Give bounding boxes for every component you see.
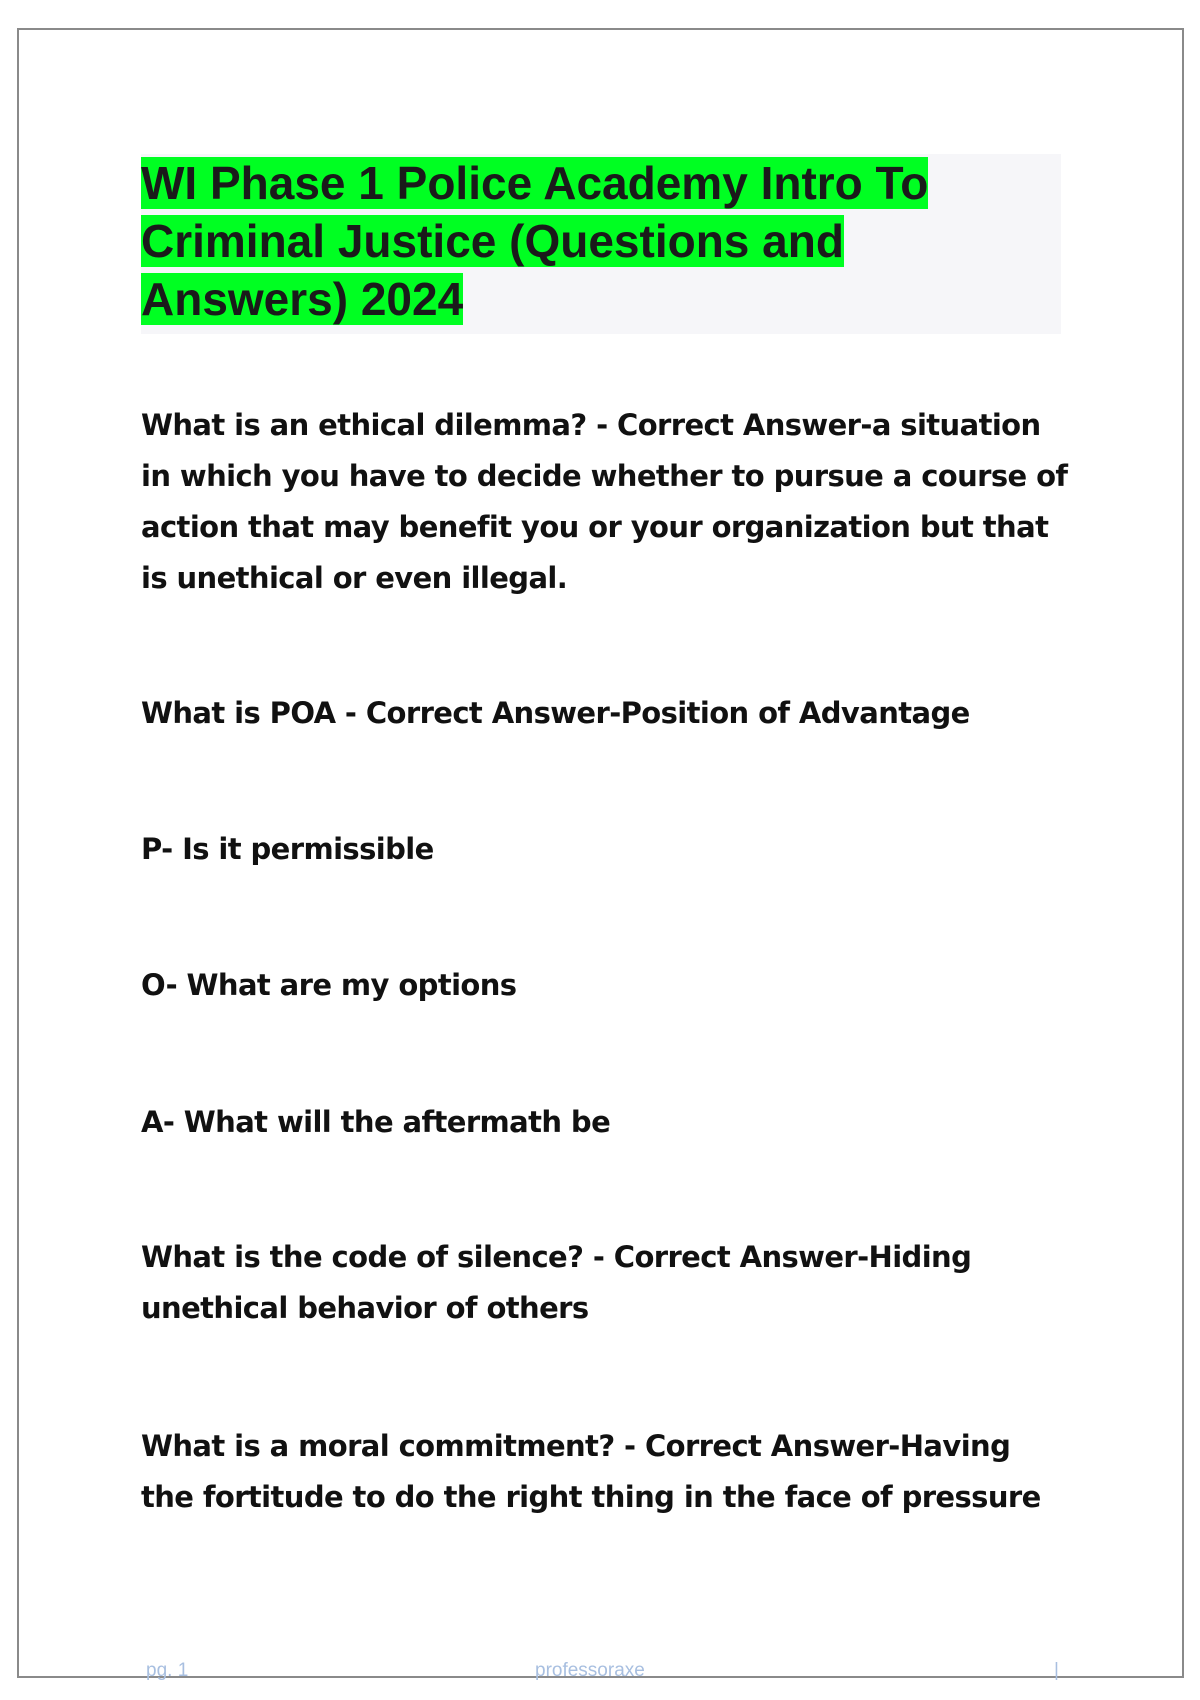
qa-entry-moral-commitment: What is a moral commitment? - Correct Answer-Having the fortitude to do the right thing in the face of pressure — [141, 1429, 1041, 1514]
qa-entry-p-permissible: P- Is it permissible — [141, 832, 434, 866]
footer-page-number: pg. 1 — [146, 1660, 189, 1681]
qa-entry-code-of-silence: What is the code of silence? - Correct Answer-Hiding unethical behavior of others — [141, 1240, 972, 1325]
qa-entry-ethical-dilemma: What is an ethical dilemma? - Correct Answer-a situation in which you have to decide whether to pursue a course of action that may benefit you or your organization but that is unethical or even illegal. — [141, 408, 1068, 595]
document-title — [141, 154, 1041, 328]
footer-right-mark: | — [1054, 1660, 1059, 1681]
qa-entry-a-aftermath: A- What will the aftermath be — [141, 1105, 611, 1139]
document-title-text: WI Phase 1 Police Academy Intro To Criminal Justice (Questions and Answers) 2024 — [141, 157, 929, 325]
title-block — [141, 154, 1061, 334]
footer-site-name: professoraxe — [535, 1660, 645, 1681]
qa-entry-o-options: O- What are my options — [141, 968, 517, 1002]
qa-entry-poa: What is POA - Correct Answer-Position of Advantage — [141, 696, 970, 730]
